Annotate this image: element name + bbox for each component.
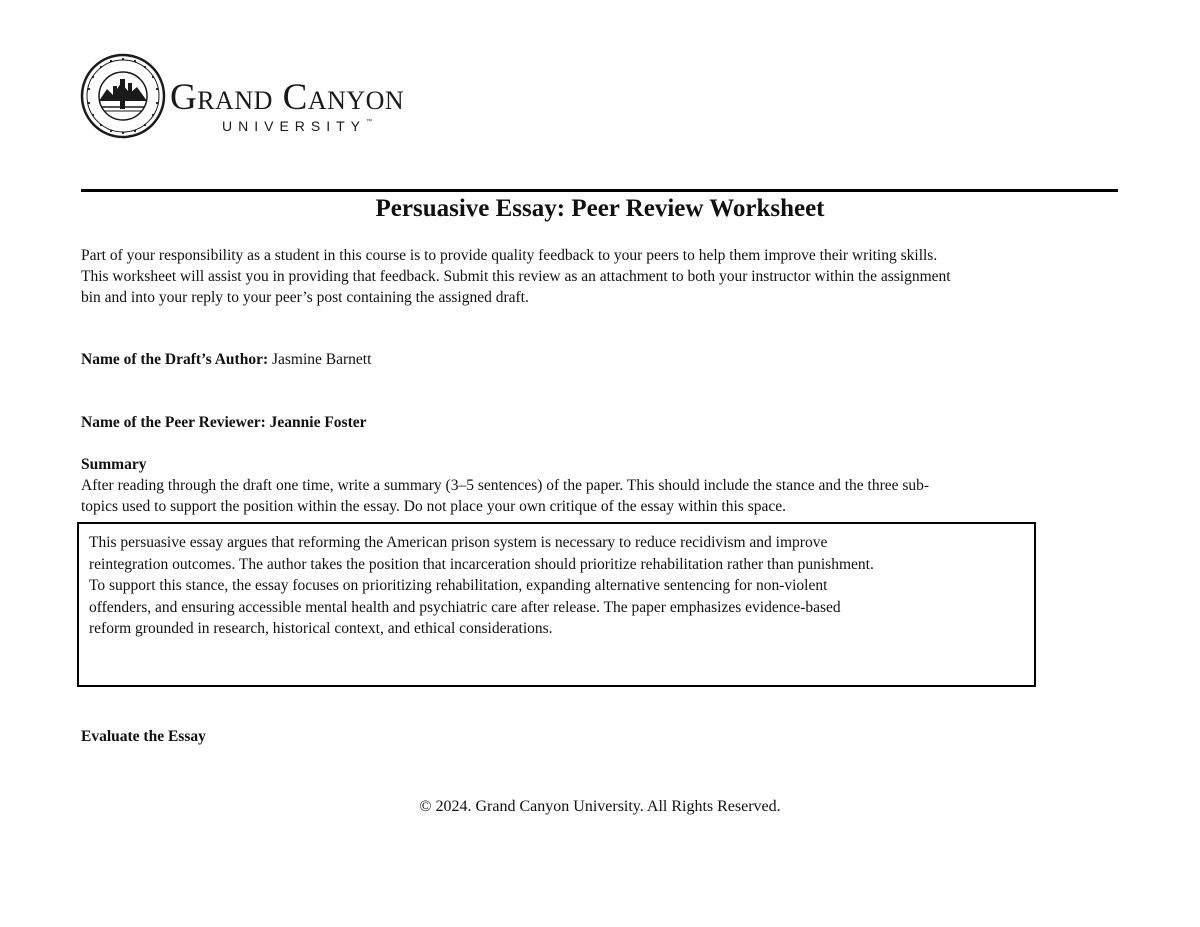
summary-heading: Summary [81, 456, 147, 473]
summary-response-box[interactable] [77, 522, 1036, 687]
intro-line: Part of your responsibility as a student in this course is to provide quality feedback to your peers to help them improve their writing skills. [81, 247, 938, 264]
peer-reviewer-value: Jeannie Foster [269, 414, 367, 431]
summary-response-line: This persuasive essay argues that reforming the American prison system is necessary to reduce recidivism and improve [89, 534, 828, 551]
draft-author-field [81, 350, 371, 370]
summary-instruction-line: After reading through the draft one time, write a summary (3–5 sentences) of the paper. This should include the stance and the three sub- [81, 477, 930, 494]
page-title: Persuasive Essay: Peer Review Worksheet [375, 195, 825, 222]
draft-author-value: Jasmine Barnett [271, 351, 372, 368]
summary-response-line: offenders, and ensuring accessible mental health and psychiatric care after release. The paper emphasizes evidence-based [89, 598, 841, 616]
gcu-logo [80, 53, 460, 143]
brand-subtitle [222, 119, 372, 133]
intro-line: bin and into your reply to your peer’s post containing the assigned draft. [81, 289, 529, 306]
copyright-footer: © 2024. Grand Canyon University. All Rights Reserved. [419, 798, 781, 815]
evaluate-heading: Evaluate the Essay [81, 728, 206, 745]
header-divider [81, 189, 1118, 192]
draft-author-label: Name of the Draft’s Author: [81, 351, 269, 368]
summary-instruction-line: topics used to support the position within the essay. Do not place your own critique of the essay within this space. [81, 498, 786, 515]
summary-response-text [89, 532, 874, 640]
summary-section [81, 454, 1121, 517]
summary-response-line: To support this stance, the essay focuses on prioritizing rehabilitation, expanding alternative sentencing for non-violent [89, 577, 828, 594]
peer-reviewer-label: Name of the Peer Reviewer: [81, 414, 266, 431]
intro-line: This worksheet will assist you in providing that feedback. Submit this review as an attachment to both your instructor within the assignment [81, 268, 951, 285]
peer-reviewer-field [81, 413, 367, 433]
summary-response-line: reintegration outcomes. The author takes the position that incarceration should prioritize rehabilitation rather than punishment. [89, 555, 874, 573]
brand-subtitle-text: UNIVERSITY [222, 118, 367, 134]
university-seal-icon [80, 53, 166, 139]
brand-name: Grand Canyon [170, 77, 405, 118]
trademark-symbol: ™ [366, 119, 373, 125]
intro-paragraph [81, 245, 1121, 308]
summary-response-line: reform grounded in research, historical context, and ethical considerations. [89, 620, 553, 637]
